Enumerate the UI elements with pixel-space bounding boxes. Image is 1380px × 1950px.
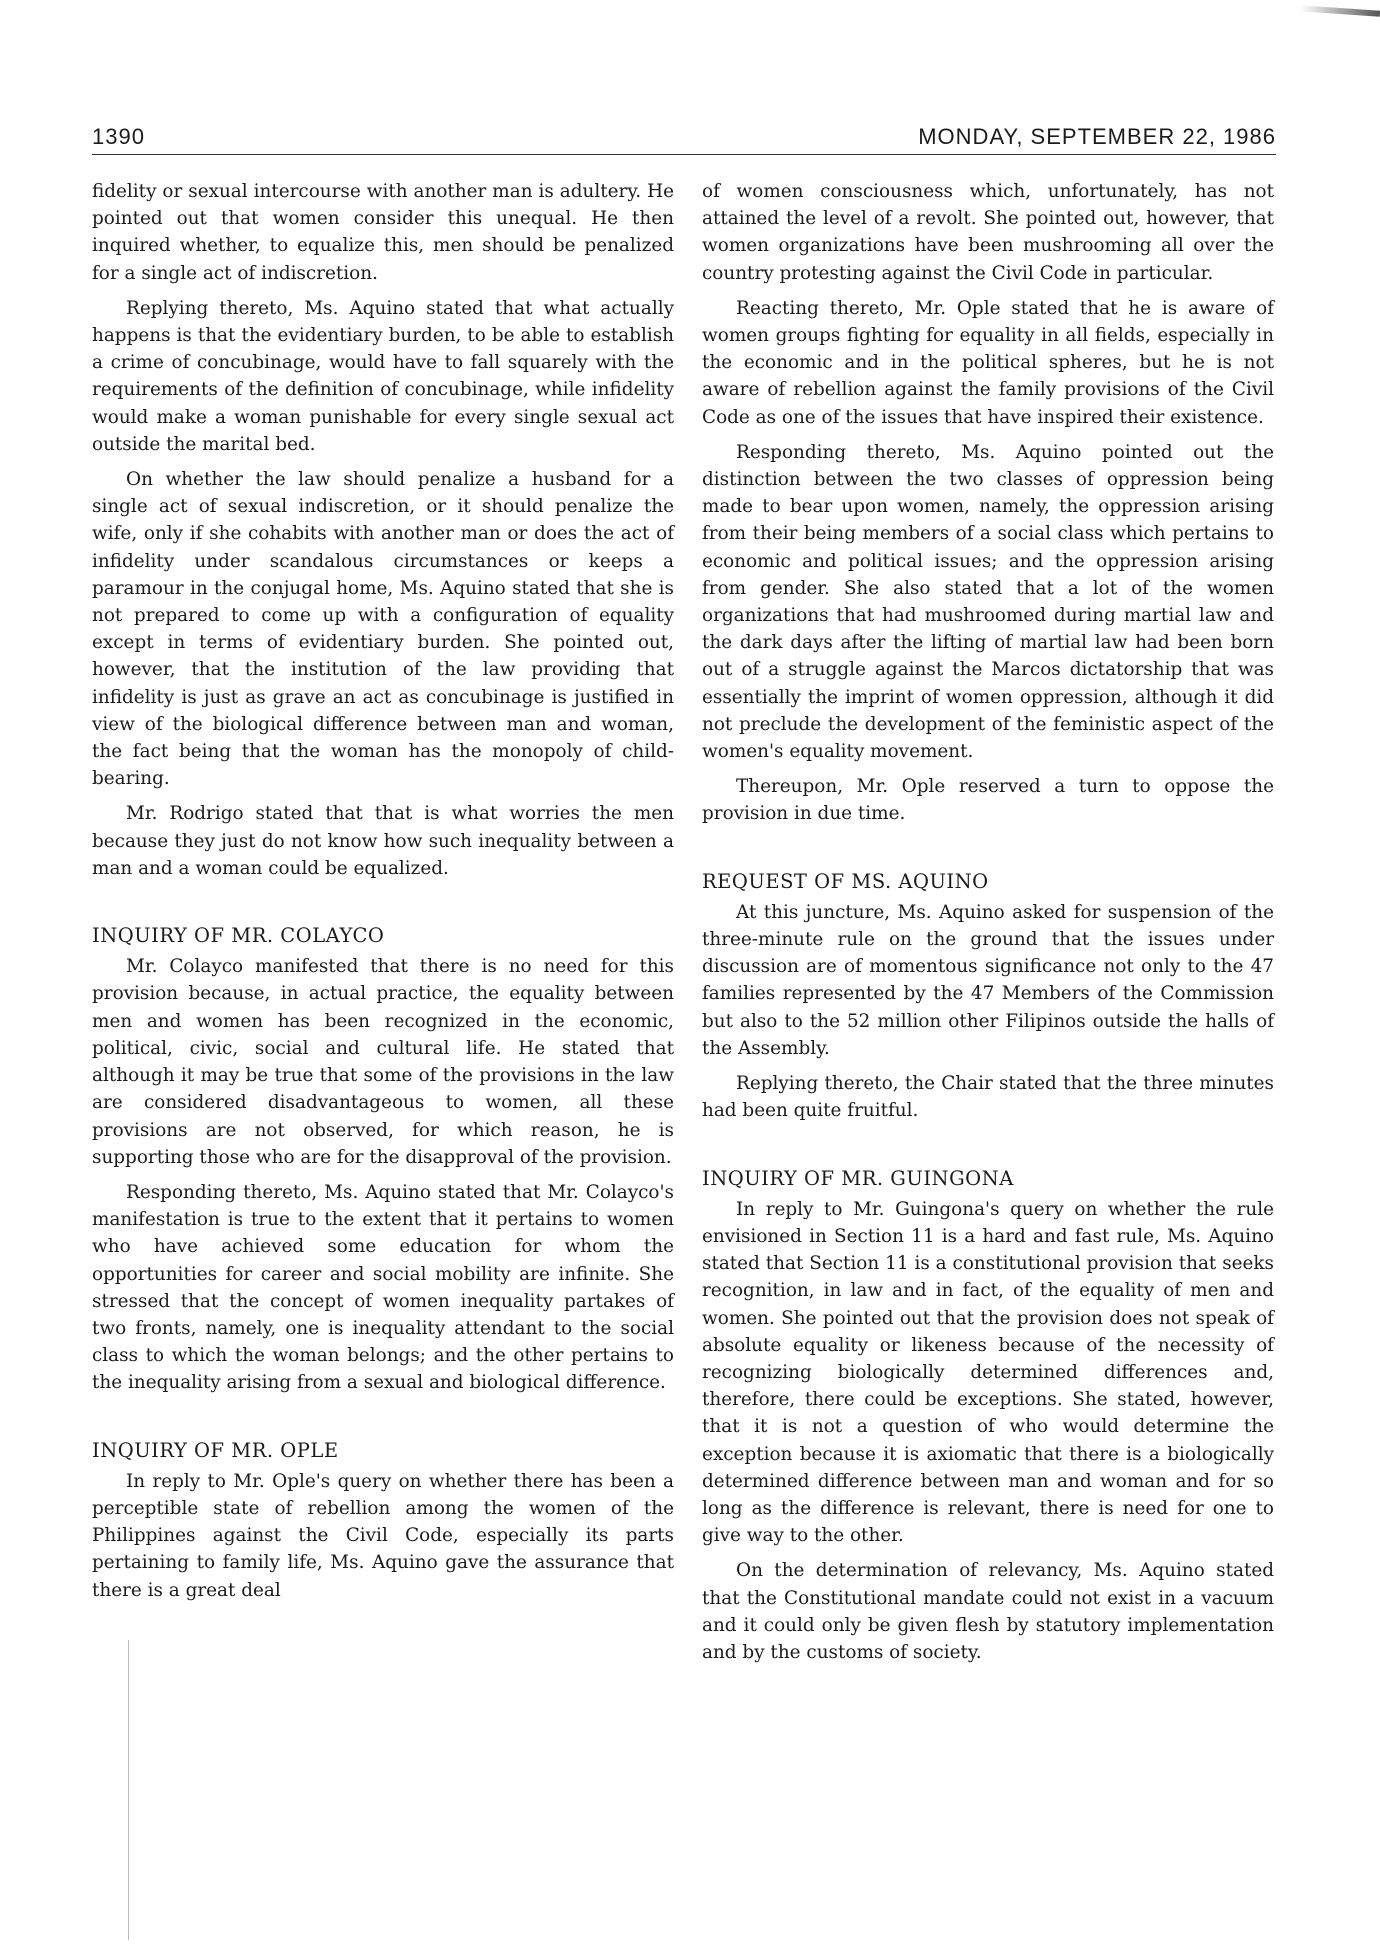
- paragraph: Responding thereto, Ms. Aquino pointed out the distinction between the two classes of oppression being made to bear upon women, namely, the oppression arising from their being members of a social class which pertains to economic and political issues; and the oppression arising from gender. She also stated that a lot of the women organizations that had mushroomed during martial law and the dark days after the lifting of martial law had been born out of a struggle against the Marcos dictatorship that was essentially the imprint of women oppression, although it did not preclude the development of the feministic aspect of the women's equality movement.: [702, 441, 1274, 763]
- section-heading: INQUIRY OF MR. COLAYCO: [92, 924, 385, 948]
- scan-edge-mark: [1300, 5, 1380, 17]
- paragraph: In reply to Mr. Guingona's query on whether the rule envisioned in Section 11 is a hard and fast rule, Ms. Aquino stated that Section 11 is a constitutional provision that seeks recognition, in law and in fact, of the equality of men and women. She pointed out that the provision does not speak of absolute equality or likeness because of the necessity of recognizing biologically determined differences and, therefore, there could be exceptions. She stated, however, that it is not a question of who would determine the exception because it is axiomatic that there is a biologically determined difference between man and woman and for so long as the difference is relevant, there is need for one to give way to the other.: [702, 1198, 1274, 1547]
- paragraph: Replying thereto, Ms. Aquino stated that what actually happens is that the evidentiary burden, to be able to establish a crime of concubinage, would have to fall squarely with the requirements of the definition of concubinage, while infidelity would make a woman punishable for every single sexual act outside the marital bed.: [92, 297, 674, 455]
- paragraph: of women consciousness which, unfortunately, has not attained the level of a revolt. She pointed out, however, that women organizations have been mushrooming all over the country protesting against the Civil Code in particular.: [702, 181, 1274, 284]
- section-heading: INQUIRY OF MR. GUINGONA: [702, 1166, 1014, 1190]
- paragraph: Mr. Colayco manifested that there is no need for this provision because, in actual practice, the equality between men and women has been recognized in the economic, political, civic, social and cultural life. He stated that although it may be true that some of the provisions in the law are considered disadvantageous to women, all these provisions are not observed, for which reason, he is supporting those who are for the disapproval of the provision.: [92, 956, 674, 1168]
- paragraph: Mr. Rodrigo stated that that is what worries the men because they just do not know how such inequality between a man and a woman could be equalized.: [92, 803, 674, 879]
- paragraph: On the determination of relevancy, Ms. Aquino stated that the Constitutional mandate could not exist in a vacuum and it could only be given flesh by statutory implementation and by the customs of society.: [702, 1560, 1274, 1663]
- paragraph: Reacting thereto, Mr. Ople stated that he is aware of women groups fighting for equality in all fields, especially in the economic and in the political spheres, but he is not aware of rebellion against the family provisions of the Civil Code as one of the issues that have inspired their existence.: [702, 297, 1274, 428]
- paragraph: In reply to Mr. Ople's query on whether there has been a perceptible state of rebellion among the women of the Philippines against the Civil Code, especially its parts pertaining to family life, Ms. Aquino gave the assurance that there is a great deal: [92, 1470, 674, 1601]
- page-date: MONDAY, SEPTEMBER 22, 1986: [918, 124, 1276, 149]
- paragraph: On whether the law should penalize a husband for a single act of sexual indiscretion, or it should penalize the wife, only if she cohabits with another man or does the act of infidelity under scandalous circumstances or keeps a paramour in the conjugal home, Ms. Aquino stated that she is not prepared to come up with a configuration of equality except in terms of evidentiary burden. She pointed out, however, that the institution of the law providing that infidelity is just as grave an act as concubinage is justified in view of the biological difference between man and woman, the fact being that the woman has the monopoly of child-bearing.: [92, 469, 674, 790]
- page-number: 1390: [92, 124, 145, 149]
- paragraph: fidelity or sexual intercourse with another man is adultery. He pointed out that women consider this unequal. He then inquired whether, to equalize this, men should be penalized for a single act of indiscretion.: [92, 181, 674, 284]
- left-column: [92, 178, 674, 1612]
- right-column: [702, 178, 1274, 1674]
- paragraph: Responding thereto, Ms. Aquino stated that Mr. Colayco's manifestation is true to the extent that it pertains to women who have achieved some education for whom the opportunities for career and social mobility are infinite. She stressed that the concept of women inequality partakes of two fronts, namely, one is inequality attendant to the social class to which the woman belongs; and the other pertains to the inequality arising from a sexual and biological difference.: [92, 1181, 674, 1394]
- paragraph: At this juncture, Ms. Aquino asked for suspension of the three-minute rule on the ground that the issues under discussion are of momentous significance not only to the 47 families represented by the 47 Members of the Commission but also to the 52 million other Filipinos outside the halls of the Assembly.: [702, 901, 1274, 1059]
- page-header: [92, 124, 1276, 155]
- paragraph: Thereupon, Mr. Ople reserved a turn to oppose the provision in due time.: [702, 776, 1274, 825]
- section-heading: REQUEST OF MS. AQUINO: [702, 869, 989, 893]
- section-heading: INQUIRY OF MR. OPLE: [92, 1438, 339, 1462]
- paragraph: Replying thereto, the Chair stated that the three minutes had been quite fruitful.: [702, 1073, 1274, 1122]
- scan-gutter-mark: [128, 1640, 129, 1940]
